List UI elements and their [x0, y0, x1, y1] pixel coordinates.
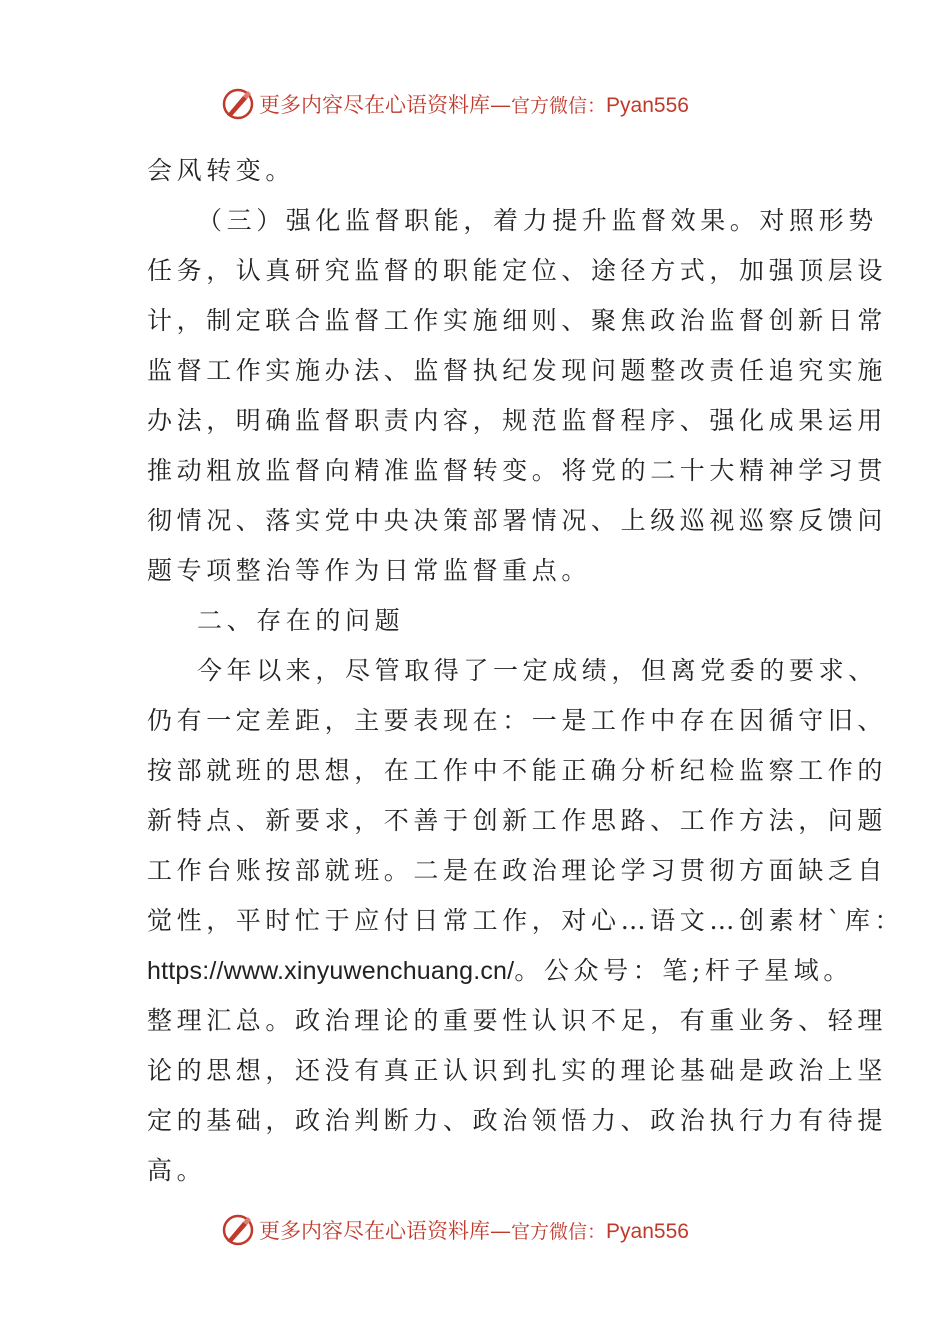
url-suffix: 。公众号：笔;杆子星域。 — [514, 956, 853, 985]
banner-wechat-id: Pyan556 — [606, 1220, 689, 1243]
header-banner — [0, 84, 950, 124]
banner-separator: — — [490, 1219, 512, 1243]
url-link[interactable]: https://www.xinyuwenchuang.cn/ — [147, 957, 515, 985]
text-line: 任务，认真研究监督的职能定位、途径方式，加强顶层设 — [147, 256, 888, 285]
text-line: 彻情况、落实党中央决策部署情况、上级巡视巡察反馈问 — [147, 506, 888, 535]
section-heading: （三）强化监督职能，着力提升监督效果。对照形势 — [197, 206, 878, 235]
text-line: 工作台账按部就班。二是在政治理论学习贯彻方面缺乏自 — [147, 856, 888, 885]
url-line — [147, 946, 853, 996]
text-line: 监督工作实施办法、监督执纪发现问题整改责任追究实施 — [147, 356, 888, 385]
text-line: 新特点、新要求，不善于创新工作思路、工作方法，问题 — [147, 806, 888, 835]
document-body — [147, 146, 905, 1196]
banner-brand: 更多内容尽在心语资料库 — [259, 1219, 491, 1243]
text-line: 办法，明确监督职责内容，规范监督程序、强化成果运用 — [147, 406, 888, 435]
text-line: 推动粗放监督向精准监督转变。将党的二十大精神学习贯 — [147, 456, 888, 485]
text-line: 计，制定联合监督工作实施细则、聚焦政治监督创新日常 — [147, 306, 888, 335]
text-line: 仍有一定差距，主要表现在：一是工作中存在因循守旧、 — [147, 706, 888, 735]
text-line: 题专项整治等作为日常监督重点。 — [147, 556, 592, 585]
banner-wechat-id: Pyan556 — [606, 94, 689, 117]
text-line: 按部就班的思想，在工作中不能正确分析纪检监察工作的 — [147, 756, 888, 785]
pen-logo-icon — [221, 1213, 255, 1247]
banner-separator: — — [490, 93, 512, 117]
text-line: 会风转变。 — [147, 156, 296, 185]
text-line: 论的思想，还没有真正认识到扎实的理论基础是政治上坚 — [147, 1056, 888, 1085]
banner-text — [259, 1215, 689, 1245]
banner-label: 官方微信： — [511, 1221, 607, 1243]
pen-logo-icon — [221, 87, 255, 121]
text-line: 今年以来，尽管取得了一定成绩，但离党委的要求、 — [197, 656, 878, 685]
banner-label: 官方微信： — [511, 95, 607, 117]
text-line: 高。 — [147, 1156, 207, 1185]
text-line: 整理汇总。政治理论的重要性认识不足，有重业务、轻理 — [147, 1006, 888, 1035]
text-line: 定的基础，政治判断力、政治领悟力、政治执行力有待提 — [147, 1106, 888, 1135]
banner-brand: 更多内容尽在心语资料库 — [259, 93, 491, 117]
section-heading: 二、存在的问题 — [197, 606, 405, 635]
text-line: 觉性，平时忙于应付日常工作，对心…语文…创素材`库： — [147, 906, 905, 935]
banner-text — [259, 89, 689, 119]
footer-banner — [0, 1210, 950, 1250]
